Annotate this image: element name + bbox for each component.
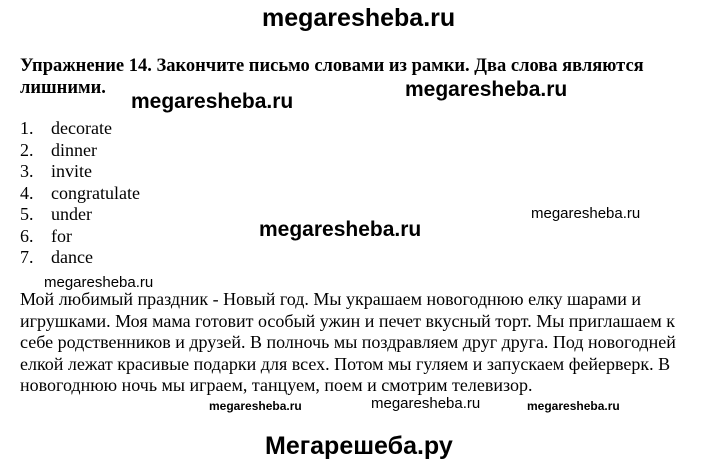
list-item <box>20 204 140 226</box>
list-item <box>20 183 140 205</box>
watermark-bottom-3: megaresheba.ru <box>527 399 620 413</box>
watermark-left-small: megaresheba.ru <box>44 274 154 291</box>
watermark-bottom-1: megaresheba.ru <box>209 399 302 413</box>
list-item <box>20 140 140 162</box>
item-number: 7. <box>20 247 34 267</box>
item-word: for <box>51 225 72 246</box>
watermark-mid-left: megaresheba.ru <box>131 90 294 113</box>
item-word: dinner <box>51 139 97 160</box>
item-number: 2. <box>20 139 34 160</box>
watermark-center: megaresheba.ru <box>259 218 422 241</box>
exercise-title: Упражнение 14. Закончите письмо словами из рамки. Два слова являются лишними. <box>20 56 644 98</box>
item-word: under <box>51 204 92 224</box>
list-item <box>20 247 140 269</box>
item-word: dance <box>51 247 93 267</box>
watermark-bottom-2: megaresheba.ru <box>371 395 481 412</box>
item-word: decorate <box>51 118 112 138</box>
watermark-top: megaresheba.ru <box>262 4 456 32</box>
list-item <box>20 226 140 248</box>
item-number: 6. <box>20 225 34 246</box>
list-item <box>20 161 140 183</box>
watermark-mid-right: megaresheba.ru <box>405 78 568 101</box>
list-item <box>20 118 140 140</box>
word-list <box>20 118 140 269</box>
item-number: 3. <box>20 161 34 181</box>
watermark-footer: Мегарешеба.ру <box>265 432 453 460</box>
item-number: 1. <box>20 118 34 138</box>
item-word: congratulate <box>51 182 140 203</box>
item-number: 5. <box>20 204 34 224</box>
item-number: 4. <box>20 182 34 203</box>
letter-paragraph: Мой любимый праздник - Новый год. Мы украшаем новогоднюю елку шарами и игрушками. Моя мама готовит особый ужин и печет вкусный торт. Мы приглашаем к себе родственников и друзей. В полночь мы поздравляем друг друга. Под новогодней елкой лежат красивые подарки для всех. Потом мы гуляем и запускаем фейерверк. В новогоднюю ночь мы играем, танцуем, поем и смотрим телевизор. <box>20 289 676 395</box>
watermark-right: megaresheba.ru <box>531 205 641 222</box>
item-word: invite <box>51 161 92 181</box>
